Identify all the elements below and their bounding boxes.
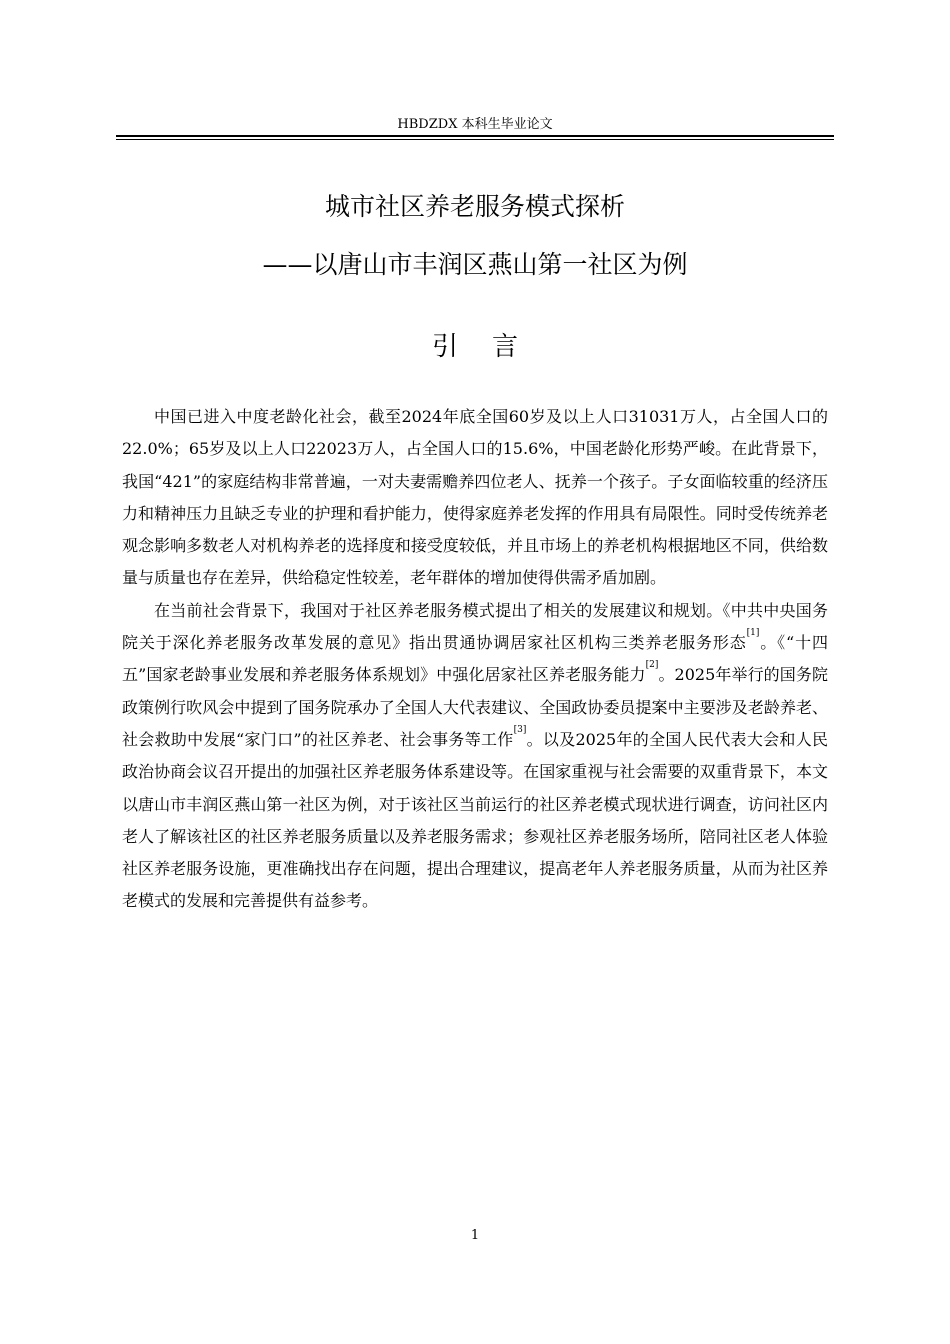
paragraph-2-text-1: 在当前社会背景下，我国对于社区养老服务模式提出了相关的发展建议和规划。《中共中央国务院关于深化养老服务改革发展的意见》指出贯通协调居家社区机构三类养老服务形态	[122, 600, 828, 653]
thesis-subtitle: ——以唐山市丰润区燕山第一社区为例	[262, 250, 688, 279]
header-rule-thin	[116, 139, 834, 140]
citation-2: [2]	[645, 660, 659, 671]
paragraph-2-text-4: 。以及2025年的全国人民代表大会和人民政治协商会议召开提出的加强社区养老服务体系建设等。在国家重视与社会需要的双重背景下，本文以唐山市丰润区燕山第一社区为例，对于该社区当前运行的社区养老模式现状进行调查，访问社区内老人了解该社区的社区养老服务质量以及养老服务需求；参观社区养老服务场所，陪同社区老人体验社区养老服务设施，更准确找出存在问题，提出合理建议，提高老年人养老服务质量，从而为社区养老模式的发展和完善提供有益参考。	[122, 729, 828, 911]
paragraph-2	[122, 595, 828, 918]
page-number: 1	[470, 1228, 480, 1243]
thesis-title: 城市社区养老服务模式探析	[324, 192, 625, 221]
section-heading-introduction: 引言	[431, 332, 552, 362]
body-text	[122, 401, 828, 918]
citation-3: [3]	[513, 724, 527, 735]
citation-1: [1]	[746, 628, 760, 639]
header-rule-thick	[116, 135, 834, 137]
running-header: HBDZDX 本科生毕业论文	[397, 117, 553, 132]
paragraph-2-text-2: 。《“十四五”国家老龄事业发展和养老服务体系规划》中强化居家社区养老服务能力	[122, 633, 828, 685]
paragraph-2-text-3: 。2025年举行的国务院政策例行吹风会中提到了国务院承办了全国人大代表建议、全国政协委员提案中主要涉及老龄养老、社会救助中发展“家门口”的社区养老、社会事务等工作	[122, 665, 828, 749]
paragraph-1: 中国已进入中度老龄化社会，截至2024年底全国60岁及以上人口31031万人，占全国人口的22.0%；65岁及以上人口22023万人，占全国人口的15.6%，中国老龄化形势严峻。在此背景下，我国“421”的家庭结构非常普遍，一对夫妻需赡养四位老人、抚养一个孩子。子女面临较重的经济压力和精神压力且缺乏专业的护理和看护能力，使得家庭养老发挥的作用具有局限性。同时受传统养老观念影响多数老人对机构养老的选择度和接受度较低，并且市场上的养老机构根据地区不同，供给数量与质量也存在差异，供给稳定性较差，老年群体的增加使得供需矛盾加剧。	[122, 407, 828, 588]
